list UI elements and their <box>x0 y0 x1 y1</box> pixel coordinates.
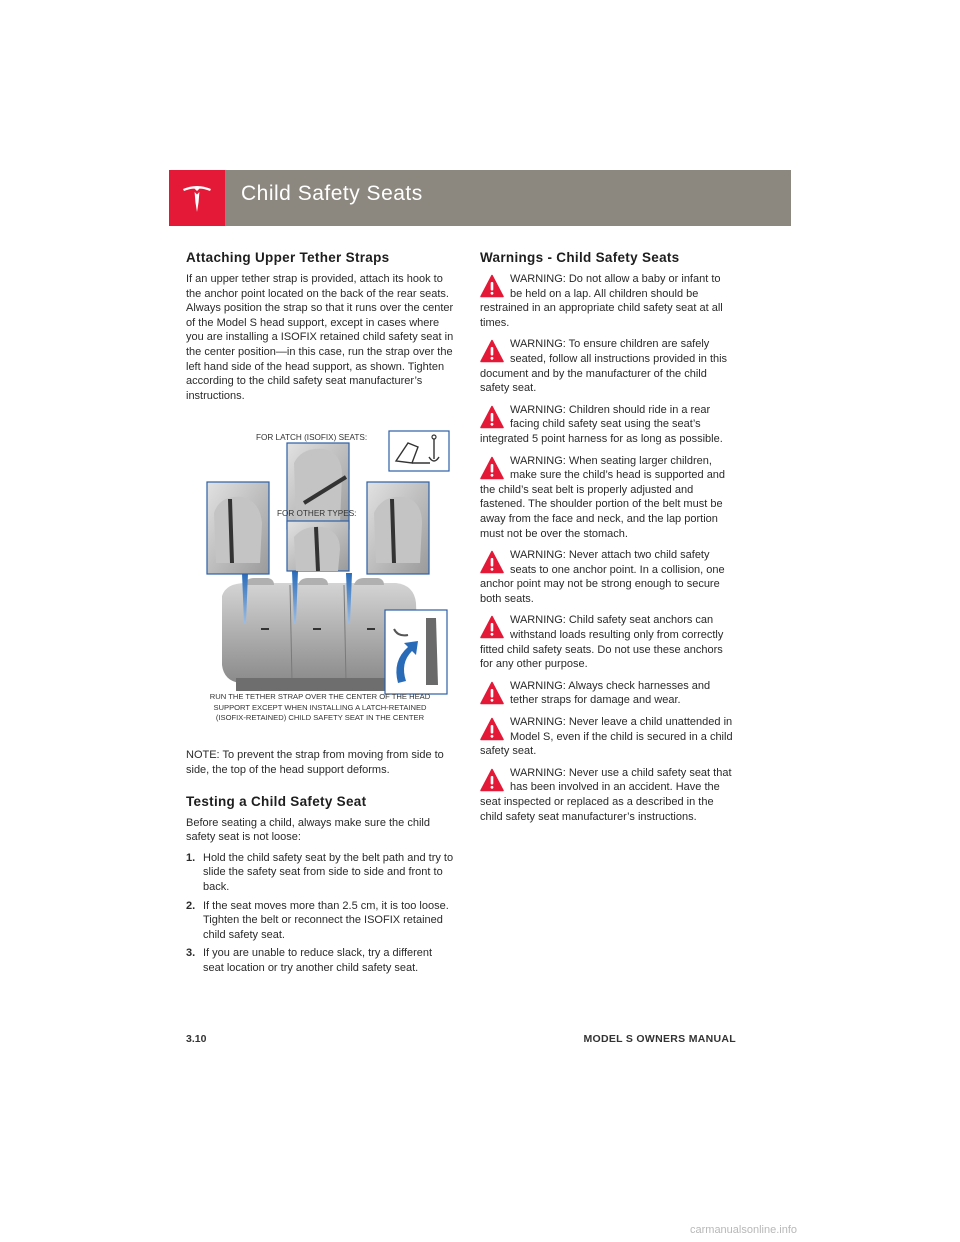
warning-triangle-icon <box>480 768 504 792</box>
testing-heading: Testing a Child Safety Seat <box>186 793 367 809</box>
caption-line-2: SUPPORT EXCEPT WHEN INSTALLING A LATCH-RETAINED <box>213 702 427 712</box>
list-item: 3. If you are unable to reduce slack, try a different seat location or try another child safety seat. <box>186 947 433 974</box>
warning-text: WARNING: Do not allow a baby or infant to be held on a lap. All children should be restrained in an appropriate child safety seat at all times. <box>480 273 723 329</box>
warnings-list <box>480 272 734 824</box>
attach-paragraph: If an upper tether strap is provided, attach its hook to the anchor point located on the back of the rear seats. Always position the strap so that it runs over the center of the Model S head support, except in cases where you are installing a ISOFIX retained child safety seat in the center position—in this case, run the strap over the left hand side of the head support, as shown. Tighten according to the child safety seat manufacturer’s instructions. <box>186 273 454 402</box>
warning-item <box>480 613 734 671</box>
warning-triangle-icon <box>480 681 504 705</box>
warning-text: WARNING: Never attach two child safety seats to one anchor point. In a collision, one anchor point may not be strong enough to secure both seats. <box>480 549 725 605</box>
warnings-heading: Warnings - Child Safety Seats <box>480 250 680 265</box>
tether-strap-figure <box>186 413 454 738</box>
left-column <box>186 250 454 979</box>
warning-triangle-icon <box>480 456 504 480</box>
anchor-inset <box>385 610 447 694</box>
page-header <box>169 170 791 226</box>
inset-head-center-bottom <box>287 521 349 571</box>
warning-triangle-icon <box>480 405 504 429</box>
attach-heading: Attaching Upper Tether Straps <box>186 250 390 265</box>
inset-head-left <box>207 482 269 574</box>
testing-intro: Before seating a child, always make sure the child safety seat is not loose: <box>186 816 430 844</box>
warning-item <box>480 337 734 395</box>
label-latch-seats: FOR LATCH (ISOFIX) SEATS: <box>256 433 368 443</box>
warning-triangle-icon <box>480 550 504 574</box>
list-item: 1. Hold the child safety seat by the belt path and try to slide the safety seat from side to side and front to back. <box>186 851 454 893</box>
warning-item <box>480 454 734 542</box>
caption-line-1: RUN THE TETHER STRAP OVER THE CENTER OF THE HEAD <box>209 692 431 702</box>
warning-text: WARNING: Child safety seat anchors can withstand loads resulting only from correctly fitted child safety seats. Do not use these anchors for any other purpose. <box>480 614 724 671</box>
warning-text: WARNING: Never leave a child unattended in Model S, even if the child is secured in a child safety seat. <box>480 716 733 758</box>
testing-steps <box>186 851 454 976</box>
watermark: carmanualsonline.info <box>690 1224 798 1236</box>
warning-item <box>480 403 734 447</box>
latch-seat-inset <box>389 431 449 471</box>
inset-head-right <box>367 482 429 574</box>
warning-item <box>480 548 734 606</box>
warning-text: WARNING: When seating larger children, make sure the child’s head is supported and the child’s seat belt is properly adjusted and fastened. The shoulder portion of the belt must be away from the face and neck, and the lap portion must not be over the stomach. <box>480 454 726 540</box>
label-other-types: FOR OTHER TYPES: <box>277 509 357 519</box>
warning-item <box>480 679 734 708</box>
warning-item <box>480 766 734 824</box>
tesla-t-icon <box>177 178 217 218</box>
warning-text: WARNING: Never use a child safety seat that has been involved in an accident. Have the seat inspected or replaced as a described in the child safety seat manufacturer’s instructions. <box>480 766 732 823</box>
page-number: 3.10 <box>186 1033 207 1045</box>
caption-line-3: (ISOFIX-RETAINED) CHILD SAFETY SEAT IN THE CENTER <box>215 713 425 723</box>
manual-title: MODEL S OWNERS MANUAL <box>583 1033 736 1045</box>
page-title: Child Safety Seats <box>241 182 423 205</box>
warning-item <box>480 715 734 759</box>
strap-note: NOTE: To prevent the strap from moving from side to side, the top of the head support deforms. <box>186 749 444 776</box>
list-item: 2. If the seat moves more than 2.5 cm, it is too loose. Tighten the belt or reconnect the ISOFIX retained child safety seat. <box>186 899 449 941</box>
warning-text: WARNING: To ensure children are safely seated, follow all instructions provided in this document and by the manufacturer of the child safety seat. <box>480 338 728 395</box>
warning-text: WARNING: Children should ride in a rear facing child safety seat using the seat’s integrated 5 point harness for as long as possible. <box>480 403 723 445</box>
warning-triangle-icon <box>480 717 504 741</box>
warning-item <box>480 272 734 330</box>
tesla-logo <box>169 170 225 226</box>
rear-seat-illustration <box>186 413 454 738</box>
warning-triangle-icon <box>480 339 504 363</box>
warning-triangle-icon <box>480 615 504 639</box>
warning-triangle-icon <box>480 274 504 298</box>
figure-caption <box>186 692 454 724</box>
warning-text: WARNING: Always check harnesses and tether straps for damage and wear. <box>510 679 711 707</box>
right-column <box>480 250 734 831</box>
